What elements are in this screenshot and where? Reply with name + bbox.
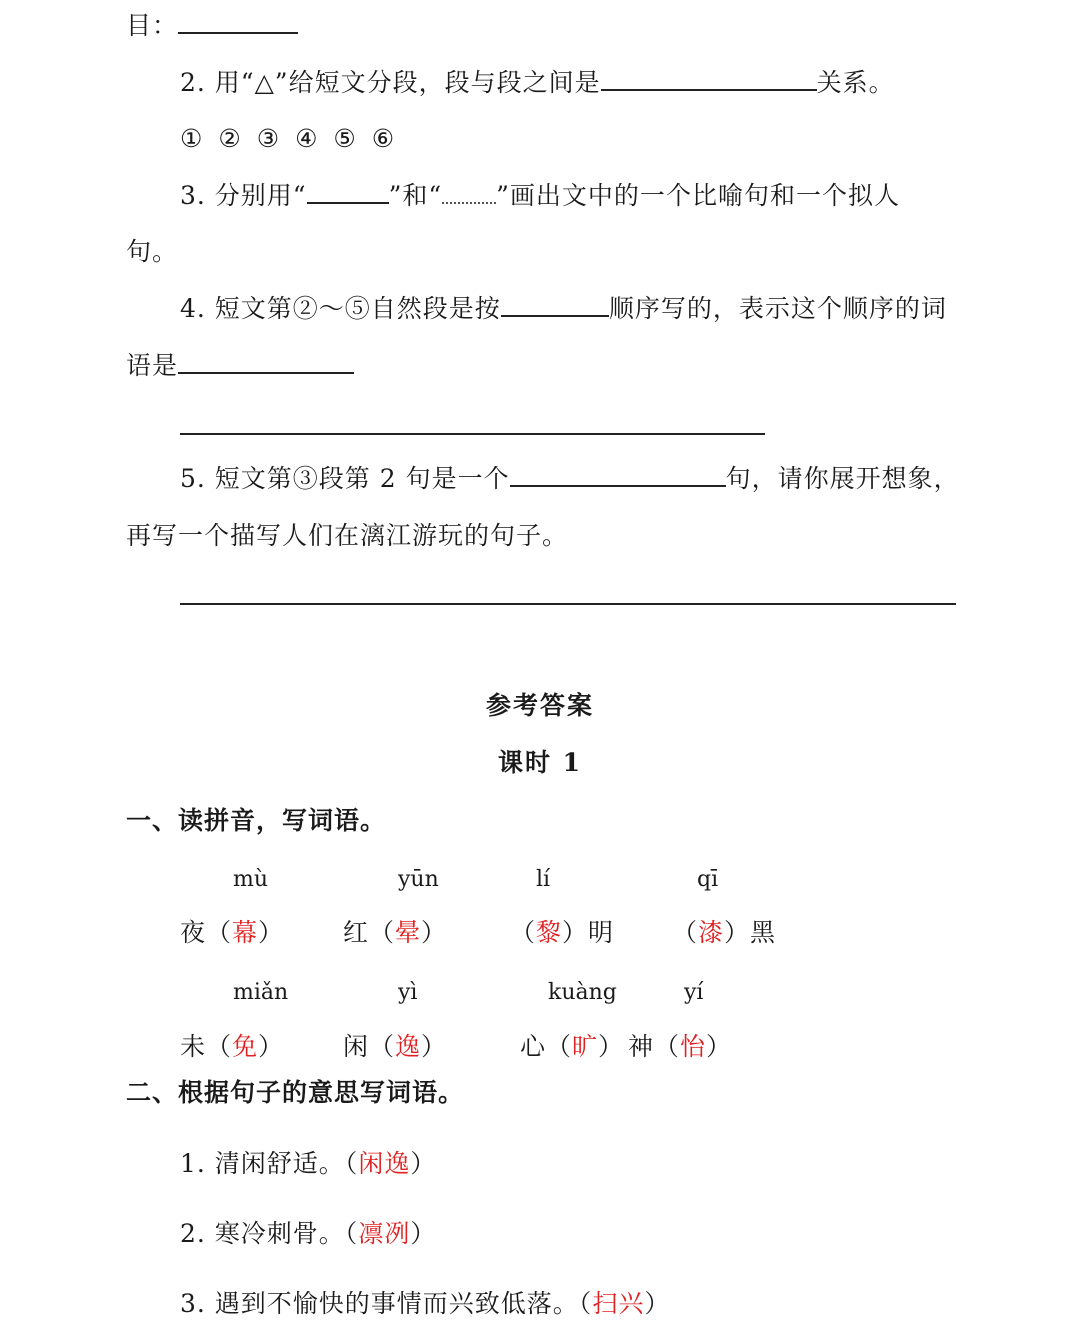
pinyin: yūn [398, 867, 439, 892]
answer-text: 黎 [536, 918, 563, 947]
pinyin: yì [398, 980, 418, 1005]
answer-text: 免 [232, 1032, 259, 1061]
answer-key-title: 参考答案 [485, 691, 594, 720]
definition-item: 2. 寒冷刺骨。（凛冽） [180, 1219, 437, 1248]
pinyin: lí [536, 867, 551, 892]
answer-blank[interactable] [510, 463, 726, 487]
paragraph-numbers: ① ② ③ ④ ⑤ ⑥ [180, 124, 399, 153]
answer-text: 幕 [232, 918, 259, 947]
answer-line[interactable] [180, 603, 956, 605]
answer-text: 扫兴 [592, 1289, 645, 1318]
answer-blank[interactable] [178, 10, 298, 34]
pinyin: yí [684, 980, 704, 1005]
word-item: 红（晕） [343, 918, 448, 947]
word-item: （黎）明 [510, 918, 615, 947]
answer-line[interactable] [180, 433, 765, 435]
question-3: 3. 分别用“ ”和“ ”画出文中的一个比喻句和一个拟人 [180, 181, 900, 210]
question-5: 5. 短文第③段第 2 句是一个 句，请你展开想象， [180, 464, 960, 493]
definition-item: 3. 遇到不愉快的事情而兴致低落。（扫兴） [180, 1289, 671, 1318]
word-item: （漆）黑 [672, 918, 777, 947]
answer-blank[interactable] [178, 350, 354, 374]
answer-text: 怡 [680, 1032, 707, 1061]
answer-blank[interactable] [601, 67, 817, 91]
word-item: 闲（逸） [343, 1032, 448, 1061]
pinyin: qī [697, 867, 719, 892]
wavy-line-mark [442, 180, 496, 204]
question-3-line2: 句。 [126, 237, 179, 266]
word-item: 神（怡） [628, 1032, 733, 1061]
lesson-title: 课时 1 [497, 748, 583, 777]
pinyin: miǎn [233, 980, 289, 1005]
word-item: 心（旷） [520, 1032, 625, 1061]
pinyin: mù [233, 867, 269, 892]
definition-item: 1. 清闲舒适。（闲逸） [180, 1149, 437, 1178]
answer-text: 旷 [572, 1032, 599, 1061]
question-2: 2. 用“△”给短文分段，段与段之间是 关系。 [180, 68, 895, 97]
answer-text: 晕 [395, 918, 422, 947]
question-4: 4. 短文第②～⑤自然段是按 顺序写的，表示这个顺序的词 [180, 294, 947, 323]
answer-text: 凛冽 [358, 1219, 411, 1248]
pinyin: kuàng [548, 980, 617, 1005]
answer-text: 闲逸 [358, 1149, 411, 1178]
answer-blank[interactable] [501, 293, 609, 317]
section-1-heading: 一、读拼音，写词语。 [126, 806, 387, 835]
section-2-heading: 二、根据句子的意思写词语。 [126, 1078, 465, 1107]
question-5-line2: 再写一个描写人们在漓江游玩的句子。 [126, 521, 569, 550]
answer-text: 逸 [395, 1032, 422, 1061]
answer-text: 漆 [698, 918, 725, 947]
straight-line-mark [307, 180, 389, 204]
question-4-line2: 语是 [126, 350, 354, 382]
word-item: 未（免） [180, 1032, 285, 1061]
word-item: 夜（幕） [180, 918, 285, 947]
question-1-tail: 目： [126, 10, 298, 42]
